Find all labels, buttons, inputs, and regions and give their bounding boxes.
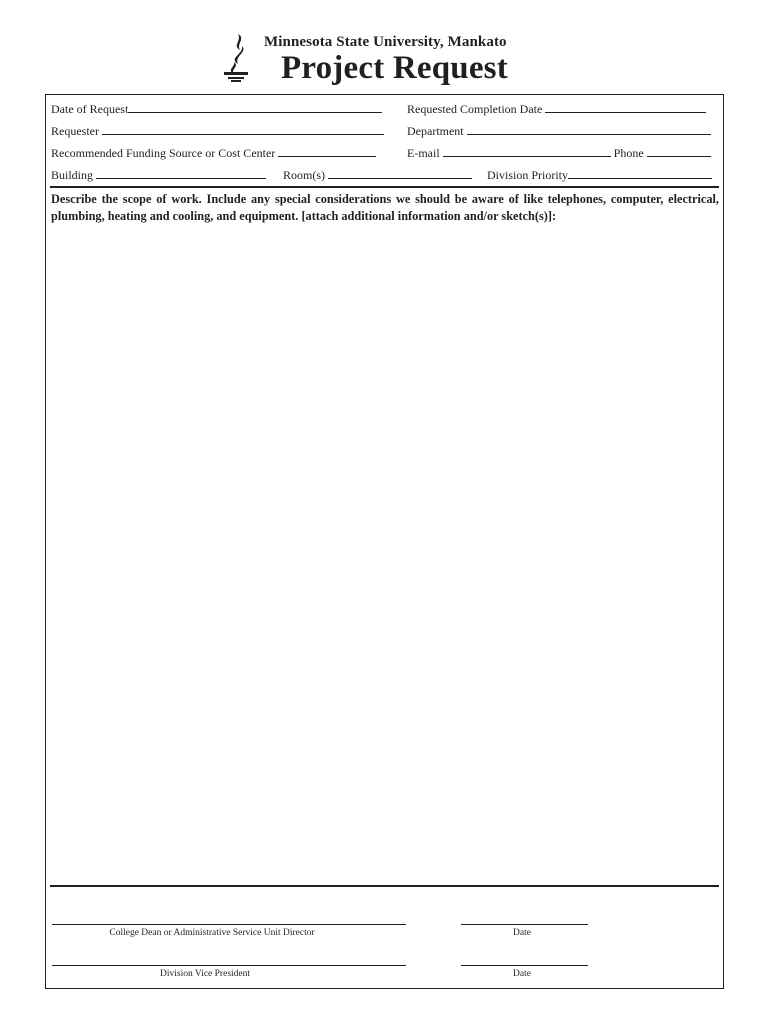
email-field[interactable] bbox=[407, 145, 711, 160]
vp-signature-line[interactable] bbox=[52, 965, 406, 966]
requester-line[interactable] bbox=[102, 123, 384, 135]
email-line[interactable] bbox=[443, 145, 611, 157]
phone-line[interactable] bbox=[647, 145, 711, 157]
department-field[interactable] bbox=[407, 123, 711, 138]
signature-divider bbox=[50, 885, 719, 887]
date-of-request-label: Date of Request bbox=[51, 102, 129, 116]
fields-divider bbox=[50, 186, 719, 188]
funding-source-label: Recommended Funding Source or Cost Center bbox=[51, 146, 276, 160]
date-of-request-line[interactable] bbox=[128, 101, 382, 113]
requested-completion-date-label: Requested Completion Date bbox=[407, 102, 543, 116]
dean-signature-label: College Dean or Administrative Service Unit Director bbox=[109, 928, 315, 938]
requested-completion-date-field[interactable] bbox=[407, 101, 706, 116]
funding-source-field[interactable] bbox=[51, 145, 376, 160]
division-priority-line[interactable] bbox=[568, 167, 712, 179]
form-header bbox=[0, 0, 770, 92]
building-label: Building bbox=[51, 168, 94, 182]
rooms-field[interactable] bbox=[283, 167, 472, 182]
university-name: Minnesota State University, Mankato bbox=[264, 34, 507, 50]
vp-signature-label: Division Vice President bbox=[159, 969, 251, 979]
building-line[interactable] bbox=[96, 167, 266, 179]
dean-date-line[interactable] bbox=[461, 924, 588, 925]
building-field[interactable] bbox=[51, 167, 266, 182]
vp-date-line[interactable] bbox=[461, 965, 588, 966]
torch-logo-icon bbox=[216, 32, 256, 84]
rooms-line[interactable] bbox=[328, 167, 472, 179]
division-priority-field[interactable] bbox=[487, 167, 712, 182]
scope-of-work-area[interactable] bbox=[51, 228, 719, 880]
funding-source-line[interactable] bbox=[278, 145, 376, 157]
department-line[interactable] bbox=[467, 123, 711, 135]
phone-label: Phone bbox=[613, 146, 644, 160]
dean-signature-line[interactable] bbox=[52, 924, 406, 925]
dean-date-label: Date bbox=[513, 928, 531, 938]
scope-instructions: Describe the scope of work. Include any special considerations we should be aware of like telephones, computer, electrical, plumbing, heating and cooling, and equipment. [attach additional information and/or sketch(s)]: bbox=[51, 192, 719, 223]
form-title: Project Request bbox=[281, 50, 508, 86]
requester-label: Requester bbox=[51, 124, 99, 138]
requester-field[interactable] bbox=[51, 123, 384, 138]
vp-date-label: Date bbox=[513, 969, 531, 979]
division-priority-label: Division Priority bbox=[487, 168, 569, 182]
email-label: E-mail bbox=[407, 146, 440, 160]
department-label: Department bbox=[407, 124, 464, 138]
requested-completion-date-line[interactable] bbox=[545, 101, 706, 113]
rooms-label: Room(s) bbox=[283, 168, 325, 182]
date-of-request-field[interactable] bbox=[51, 101, 382, 116]
